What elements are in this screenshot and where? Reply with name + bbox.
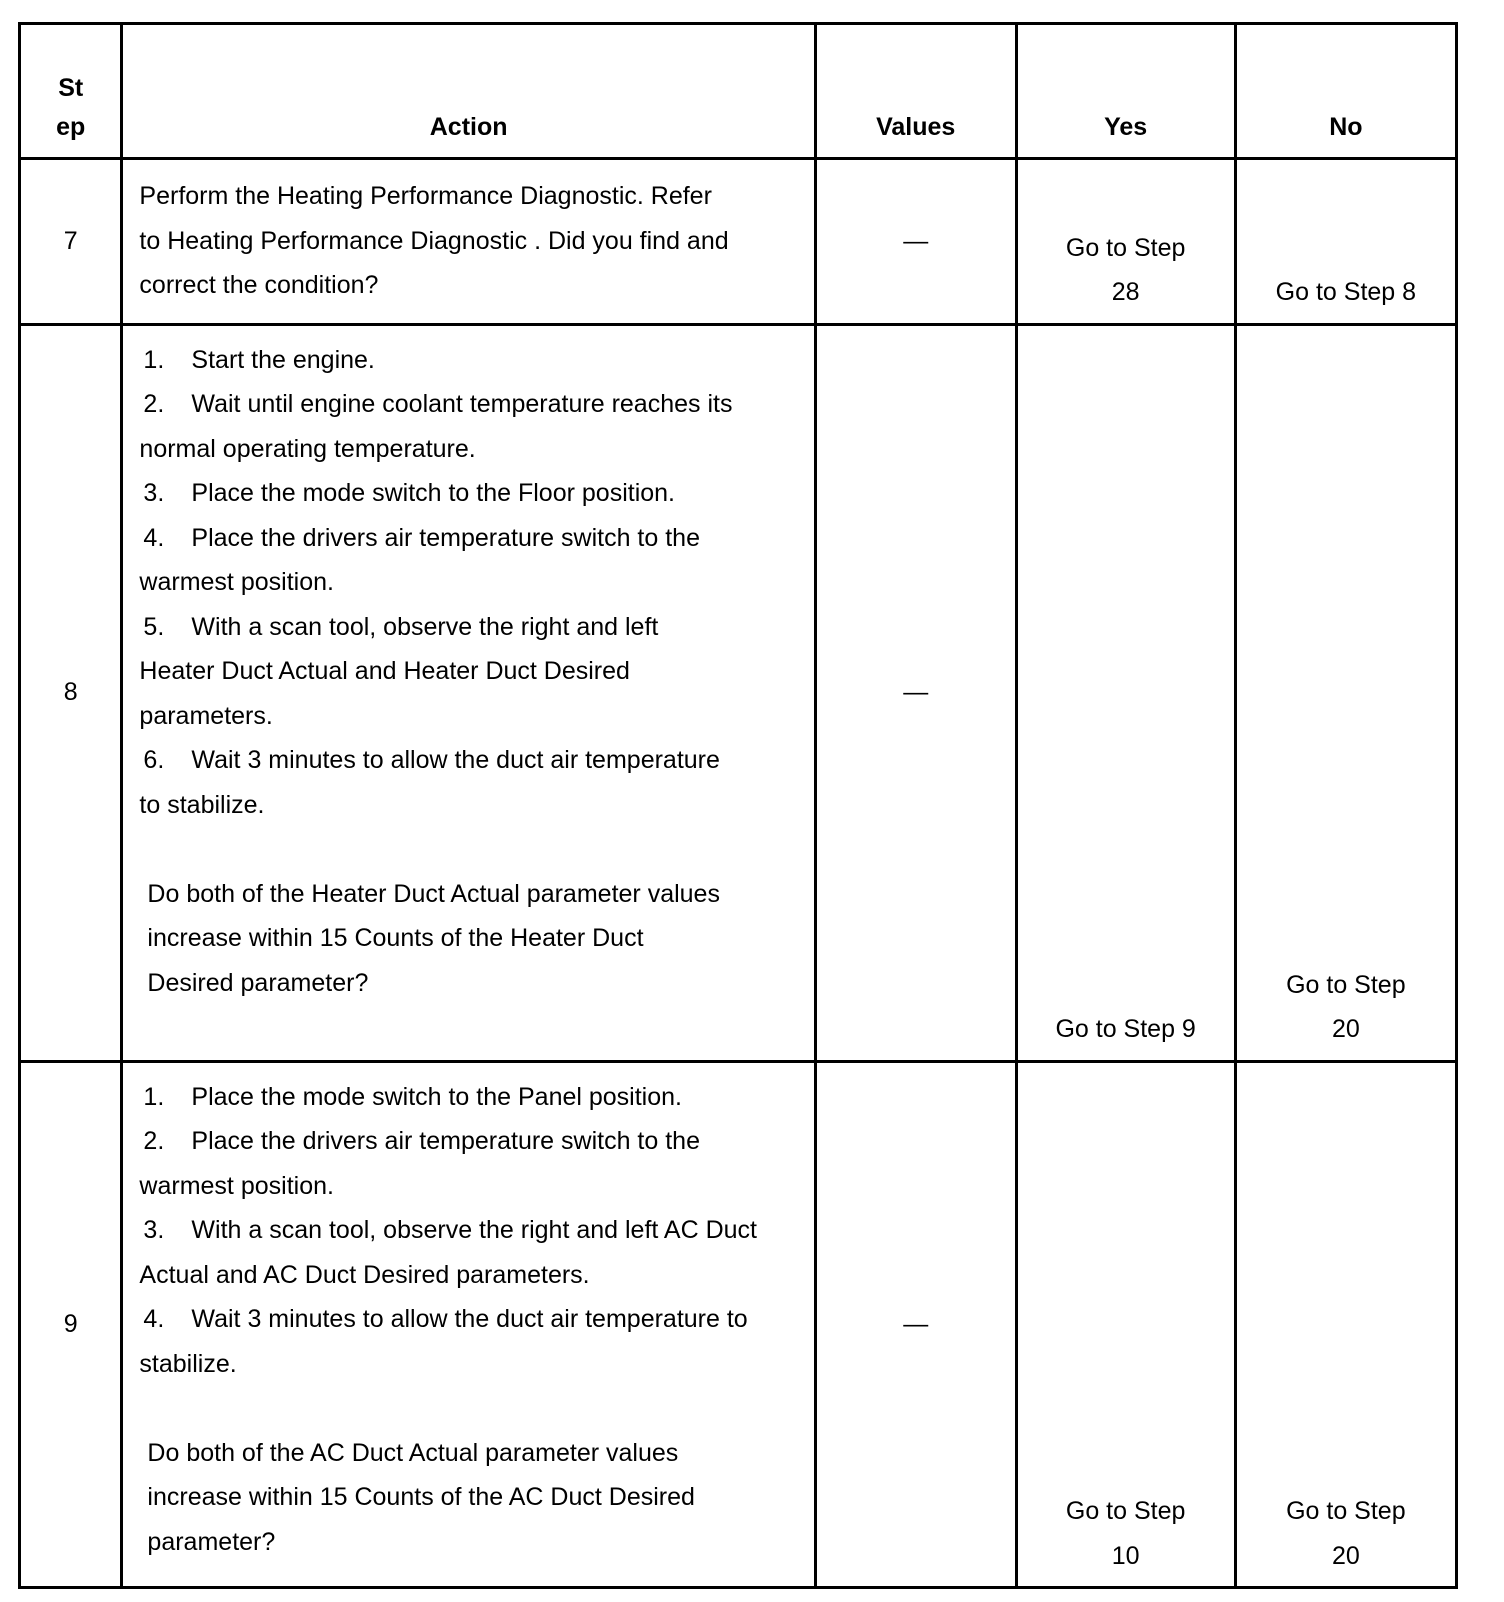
values-cell: — [815,324,1016,1061]
yes-link: Go to Step 9 [1055,1015,1196,1044]
header-action: Action [122,24,815,159]
question-text: Do both of the AC Duct Actual parameter values increase within 15 Counts of the AC Duct Desired parameter? [147,1438,695,1556]
diagnostic-table [18,22,1458,1589]
header-row [20,24,1457,159]
table-row-step-9 [20,1061,1457,1587]
yes-cell [1016,324,1235,1061]
header-yes: Yes [1016,24,1235,159]
header-values: Values [815,24,1016,159]
list-item: 6. Wait 3 minutes to allow the duct air temperature to stabilize. [139,746,720,819]
no-cell [1235,324,1456,1061]
list-item: 2. Place the drivers air temperature switch to the warmest position. [139,1127,700,1200]
action-text: Perform the Heating Performance Diagnostic. Refer to Heating Performance Diagnostic . Did you find and correct the condition? [122,159,815,325]
action-cell [122,324,815,1061]
yes-link: Go to Step 28 [1065,233,1186,306]
no-link: Go to Step 8 [1275,278,1417,306]
yes-cell [1016,159,1235,325]
list-item: 3. Place the mode switch to the Floor position. [143,479,676,507]
action-cell [122,1061,815,1587]
header-step [20,24,122,159]
header-step-line1: St [58,74,84,102]
list-item: 1. Start the engine. [143,345,375,374]
header-step-line2: ep [56,113,86,141]
table-row-step-8 [20,324,1457,1061]
no-link: Go to Step 20 [1286,970,1406,1044]
values-cell: — [815,159,1016,325]
no-cell [1235,159,1456,325]
header-no: No [1235,24,1456,159]
yes-link: Go to Step 10 [1065,1497,1186,1570]
table-row-step-7 [20,159,1457,325]
no-cell [1235,1061,1456,1587]
list-item: 5. With a scan tool, observe the right and left Heater Duct Actual and Heater Duct Desired parameters. [139,612,659,730]
question-text: Do both of the Heater Duct Actual parameter values increase within 15 Counts of the Heater Duct Desired parameter? [147,879,720,997]
list-item: 4. Place the drivers air temperature switch to the warmest position. [139,523,700,596]
step-number: 9 [20,1061,122,1587]
list-item: 2. Wait until engine coolant temperature reaches its normal operating temperature. [139,390,733,463]
step-number: 7 [20,159,122,325]
list-item: 1. Place the mode switch to the Panel position. [143,1082,682,1111]
yes-cell [1016,1061,1235,1587]
list-item: 4. Wait 3 minutes to allow the duct air temperature to stabilize. [139,1305,748,1378]
no-link: Go to Step 20 [1286,1497,1406,1570]
step-number: 8 [20,324,122,1061]
values-cell: — [815,1061,1016,1587]
list-item: 3. With a scan tool, observe the right and left AC Duct Actual and AC Duct Desired parameters. [139,1216,757,1289]
